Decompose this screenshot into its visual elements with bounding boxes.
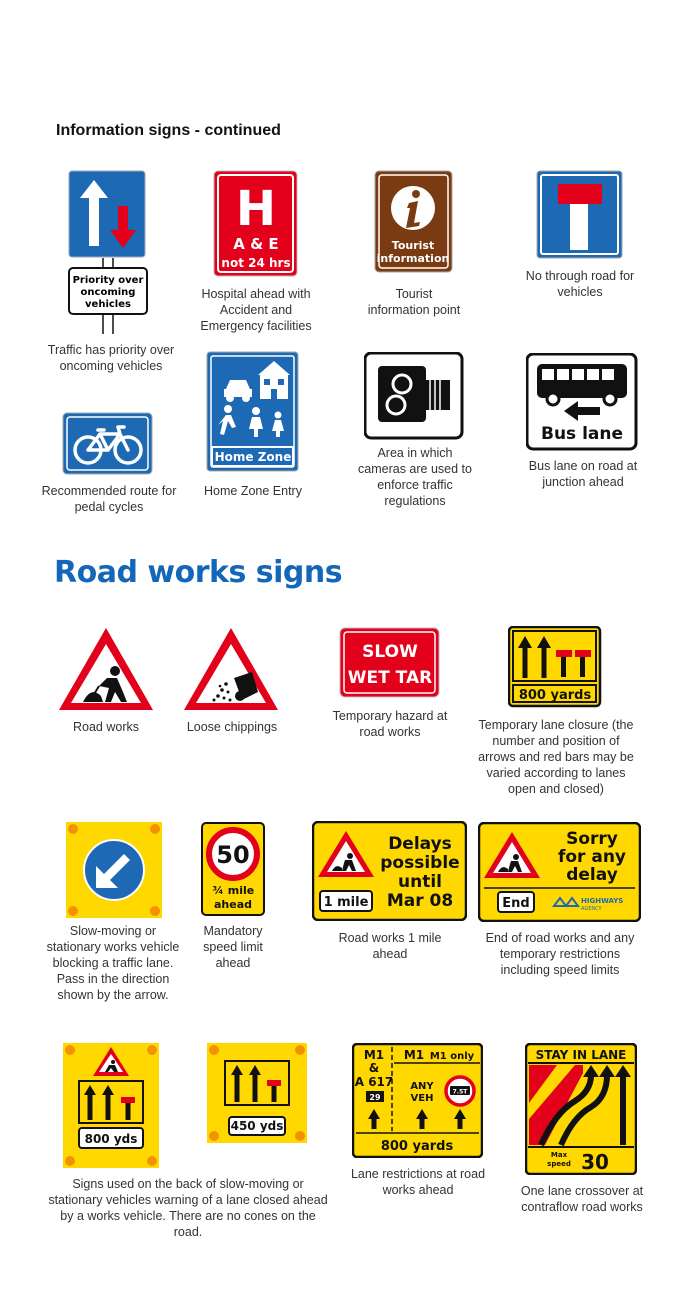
- delays-line-3: until: [398, 872, 442, 892]
- lane-veh: VEH: [410, 1093, 434, 1104]
- caption-sorry: End of road works and any temporary restrictions including speed limits: [485, 931, 635, 977]
- lane-restrictions-sign: [352, 1043, 483, 1158]
- lane-m1-only: M1 only: [429, 1051, 475, 1062]
- caption-delays: Road works 1 mile ahead: [338, 931, 442, 961]
- lane-weight-limit: 7.5T: [452, 1088, 468, 1096]
- sorry-line-2: for any: [557, 847, 627, 867]
- agency-line-1: HIGHWAYS: [581, 897, 624, 905]
- caption-lane-restrictions: Lane restrictions at road works ahead: [350, 1167, 486, 1197]
- vehicle-back-distance-a: 800 yds: [84, 1132, 138, 1146]
- caption-no-through-road: No through road for vehicles: [525, 269, 635, 299]
- lane-m1-only-m1: M1: [403, 1048, 425, 1062]
- lane-amp: &: [368, 1061, 380, 1075]
- hospital-letter: H: [235, 181, 277, 237]
- caption-hospital: Hospital ahead with Accident and Emergency facilities: [200, 287, 312, 333]
- road-works-sign: [57, 626, 155, 712]
- crossover-max: Max: [550, 1151, 568, 1159]
- hospital-line-1: A & E: [233, 235, 279, 253]
- lane-m1: M1: [363, 1048, 385, 1062]
- tourist-information-sign: [374, 170, 454, 274]
- caption-pedal-cycles: Recommended route for pedal cycles: [41, 484, 177, 514]
- speed-limit-value: 50: [216, 841, 250, 869]
- bus-lane-label: Bus lane: [540, 424, 624, 444]
- hospital-sign: [213, 170, 299, 278]
- priority-plate-line-2: oncoming: [80, 287, 136, 298]
- section-heading-information: Information signs - continued: [56, 122, 281, 139]
- home-zone-label: Home Zone: [214, 450, 292, 464]
- loose-chippings-sign: [182, 626, 280, 712]
- lane-junction-number: 29: [369, 1093, 381, 1102]
- agency-line-2: AGENCY: [581, 906, 602, 912]
- delays-line-2: possible: [380, 853, 460, 873]
- keep-left-works-vehicle-sign: [66, 822, 162, 918]
- hospital-line-2: not 24 hrs: [221, 256, 291, 270]
- speed-camera-sign: [364, 352, 464, 440]
- priority-plate-line-3: vehicles: [85, 299, 131, 310]
- stay-in-lane-sign: [525, 1043, 637, 1175]
- bus-lane-sign: [526, 353, 638, 451]
- sorry-for-any-delay-sign: [478, 822, 641, 922]
- priority-over-oncoming-sign: [68, 170, 150, 336]
- caption-keep-left: Slow-moving or stationary works vehicle blocking a traffic lane. Pass in the direction shown by the arrow.: [46, 924, 180, 1002]
- slow-wet-tar-sign: [339, 627, 441, 699]
- section-heading-road-works: Road works signs: [54, 555, 343, 590]
- caption-crossover: One lane crossover at contraflow road works: [520, 1184, 644, 1214]
- sorry-end-label: End: [502, 896, 530, 911]
- stay-in-lane-header: STAY IN LANE: [535, 1048, 627, 1062]
- crossover-speed: 30: [581, 1150, 609, 1174]
- caption-bus-lane: Bus lane on road at junction ahead: [528, 459, 638, 489]
- mandatory-speed-limit-sign: [201, 822, 265, 916]
- speed-limit-fraction: ¾: [212, 884, 224, 897]
- caption-cameras: Area in which cameras are used to enforce traffic regulations: [358, 446, 472, 508]
- slow-wet-tar-line-1: SLOW: [362, 642, 418, 662]
- delays-line-1: Delays: [388, 834, 452, 854]
- caption-road-works: Road works: [73, 720, 139, 734]
- vehicle-back-sign-450: [207, 1043, 307, 1143]
- delays-line-4: Mar 08: [386, 891, 454, 911]
- home-zone-sign: [206, 351, 300, 473]
- speed-limit-mile: mile: [227, 884, 255, 897]
- caption-tourist: Tourist information point: [367, 287, 461, 317]
- priority-plate-line-1: Priority over: [72, 275, 144, 286]
- vehicle-back-sign-800: [63, 1043, 159, 1168]
- caption-priority: Traffic has priority over oncoming vehicles: [47, 343, 175, 373]
- lane-a617: A 617: [354, 1075, 394, 1089]
- crossover-speed-word: speed: [547, 1160, 571, 1168]
- vehicle-back-distance-b: 450 yds: [230, 1119, 284, 1133]
- delays-possible-sign: [312, 821, 467, 921]
- lane-closure-sign: [508, 626, 602, 708]
- lane-distance: 800 yards: [380, 1139, 454, 1154]
- caption-mandatory-speed: Mandatory speed limit ahead: [203, 924, 263, 970]
- speed-limit-ahead: ahead: [213, 898, 253, 911]
- sorry-line-1: Sorry: [566, 829, 618, 849]
- caption-home-zone: Home Zone Entry: [204, 484, 302, 498]
- caption-lane-closure: Temporary lane closure (the number and position of arrows and red bars may be varied according to lanes open and closed): [478, 718, 634, 796]
- caption-slow-wet-tar: Temporary hazard at road works: [332, 709, 448, 739]
- caption-loose-chippings: Loose chippings: [186, 720, 278, 734]
- lane-closure-distance: 800 yards: [518, 688, 592, 703]
- slow-wet-tar-line-2: WET TAR: [347, 668, 433, 688]
- tourist-line-1: Tourist: [391, 239, 435, 252]
- caption-vehicle-back: Signs used on the back of slow-moving or stationary vehicles warning of a lane closed ahead by a works vehicle. There are no cones on the road.: [48, 1177, 328, 1239]
- sorry-line-3: delay: [566, 865, 618, 885]
- tourist-line-2: information: [376, 252, 450, 265]
- pedal-cycle-route-sign: [62, 412, 154, 476]
- delays-distance: 1 mile: [323, 895, 369, 910]
- no-through-road-sign: [536, 170, 624, 260]
- lane-any: ANY: [410, 1081, 434, 1092]
